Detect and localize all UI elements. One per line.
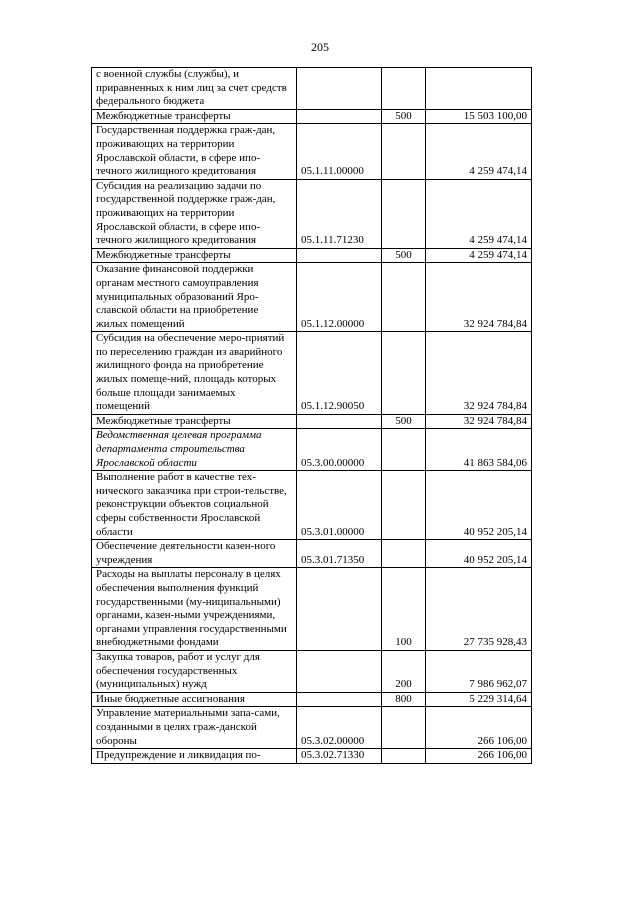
table-row [92, 332, 532, 415]
table-row [92, 124, 532, 179]
row-name-cell: Управление материальными запа-сами, созданными в целях граж-данской обороны [92, 707, 297, 749]
row-code-cell [297, 692, 382, 707]
table-row [92, 68, 532, 110]
row-code-cell: 05.3.00.00000 [297, 429, 382, 471]
row-type-cell [382, 471, 426, 540]
row-name-cell: Государственная поддержка граж-дан, проживающих на территории Ярославской области, в сфере ипо-течного жилищного кредитования [92, 124, 297, 179]
row-name-cell: Субсидия на обеспечение меро-приятий по переселению граждан из аварийного жилищного фонда на приобретение жилых помеще-ний, площадь которых больше площади занимаемых помещений [92, 332, 297, 415]
row-sum-cell: 7 986 962,07 [426, 650, 532, 692]
row-name-cell: Межбюджетные трансферты [92, 414, 297, 429]
row-sum-cell: 4 259 474,14 [426, 179, 532, 248]
row-name-cell: Обеспечение деятельности казен-ного учреждения [92, 540, 297, 568]
row-type-cell: 100 [382, 568, 426, 651]
table-row [92, 179, 532, 248]
row-code-cell [297, 109, 382, 124]
row-name-cell: Ведомственная целевая программа департамента строительства Ярославской области [92, 429, 297, 471]
row-sum-cell: 266 106,00 [426, 749, 532, 764]
row-name-cell: Межбюджетные трансферты [92, 109, 297, 124]
table-row [92, 248, 532, 263]
row-type-cell [382, 179, 426, 248]
row-code-cell [297, 248, 382, 263]
row-sum-cell: 32 924 784,84 [426, 414, 532, 429]
row-code-cell: 05.1.11.00000 [297, 124, 382, 179]
budget-table [91, 67, 532, 764]
table-row [92, 749, 532, 764]
row-sum-cell: 32 924 784,84 [426, 263, 532, 332]
row-type-cell: 200 [382, 650, 426, 692]
row-name-cell: Предупреждение и ликвидация по- [92, 749, 297, 764]
row-type-cell [382, 124, 426, 179]
row-sum-cell: 15 503 100,00 [426, 109, 532, 124]
table-row [92, 471, 532, 540]
row-code-cell: 05.1.11.71230 [297, 179, 382, 248]
row-code-cell [297, 650, 382, 692]
row-type-cell: 800 [382, 692, 426, 707]
row-name-cell: Субсидия на реализацию задачи по государственной поддержке граж-дан, проживающих на территории Ярославской области, в сфере ипо-течного жилищного кредитования [92, 179, 297, 248]
table-row [92, 568, 532, 651]
row-sum-cell: 4 259 474,14 [426, 124, 532, 179]
row-type-cell [382, 707, 426, 749]
row-sum-cell: 40 952 205,14 [426, 471, 532, 540]
table-row [92, 540, 532, 568]
table-row [92, 707, 532, 749]
row-sum-cell: 27 735 928,43 [426, 568, 532, 651]
row-sum-cell: 5 229 314,64 [426, 692, 532, 707]
row-code-cell: 05.1.12.00000 [297, 263, 382, 332]
row-type-cell [382, 540, 426, 568]
row-sum-cell: 32 924 784,84 [426, 332, 532, 415]
row-type-cell [382, 429, 426, 471]
row-name-cell: Оказание финансовой поддержки органам местного самоуправления муниципальных образований Яро-славской области на приобретение жилых помещений [92, 263, 297, 332]
row-type-cell [382, 332, 426, 415]
table-body [92, 68, 532, 764]
table-row [92, 263, 532, 332]
row-type-cell [382, 749, 426, 764]
row-name-cell: Иные бюджетные ассигнования [92, 692, 297, 707]
row-sum-cell: 41 863 584,06 [426, 429, 532, 471]
row-code-cell: 05.1.12.90050 [297, 332, 382, 415]
row-code-cell [297, 568, 382, 651]
row-type-cell: 500 [382, 248, 426, 263]
table-row [92, 650, 532, 692]
row-type-cell [382, 68, 426, 110]
row-code-cell: 05.3.01.71350 [297, 540, 382, 568]
row-sum-cell: 40 952 205,14 [426, 540, 532, 568]
row-name-cell: Расходы на выплаты персоналу в целях обеспечения выполнения функций государственными (му-ниципальными) органами, казен-ными учреждениями, органами управления государственными внебюджетными фондами [92, 568, 297, 651]
row-code-cell: 05.3.02.00000 [297, 707, 382, 749]
row-sum-cell: 266 106,00 [426, 707, 532, 749]
row-code-cell: 05.3.01.00000 [297, 471, 382, 540]
row-code-cell [297, 68, 382, 110]
row-sum-cell [426, 68, 532, 110]
row-name-cell: Выполнение работ в качестве тех-нического заказчика при строи-тельстве, реконструкции объектов социальной сферы собственности Ярославской области [92, 471, 297, 540]
table-row [92, 692, 532, 707]
row-code-cell: 05.3.02.71330 [297, 749, 382, 764]
row-type-cell: 500 [382, 414, 426, 429]
row-type-cell [382, 263, 426, 332]
table-row [92, 109, 532, 124]
table-row [92, 414, 532, 429]
row-name-cell: Межбюджетные трансферты [92, 248, 297, 263]
row-sum-cell: 4 259 474,14 [426, 248, 532, 263]
page-number: 205 [311, 40, 329, 54]
row-name-cell: Закупка товаров, работ и услуг для обеспечения государственных (муниципальных) нужд [92, 650, 297, 692]
table-row [92, 429, 532, 471]
row-name-cell: с военной службы (службы), и приравненных к ним лиц за счет средств федерального бюджета [92, 68, 297, 110]
row-type-cell: 500 [382, 109, 426, 124]
row-code-cell [297, 414, 382, 429]
